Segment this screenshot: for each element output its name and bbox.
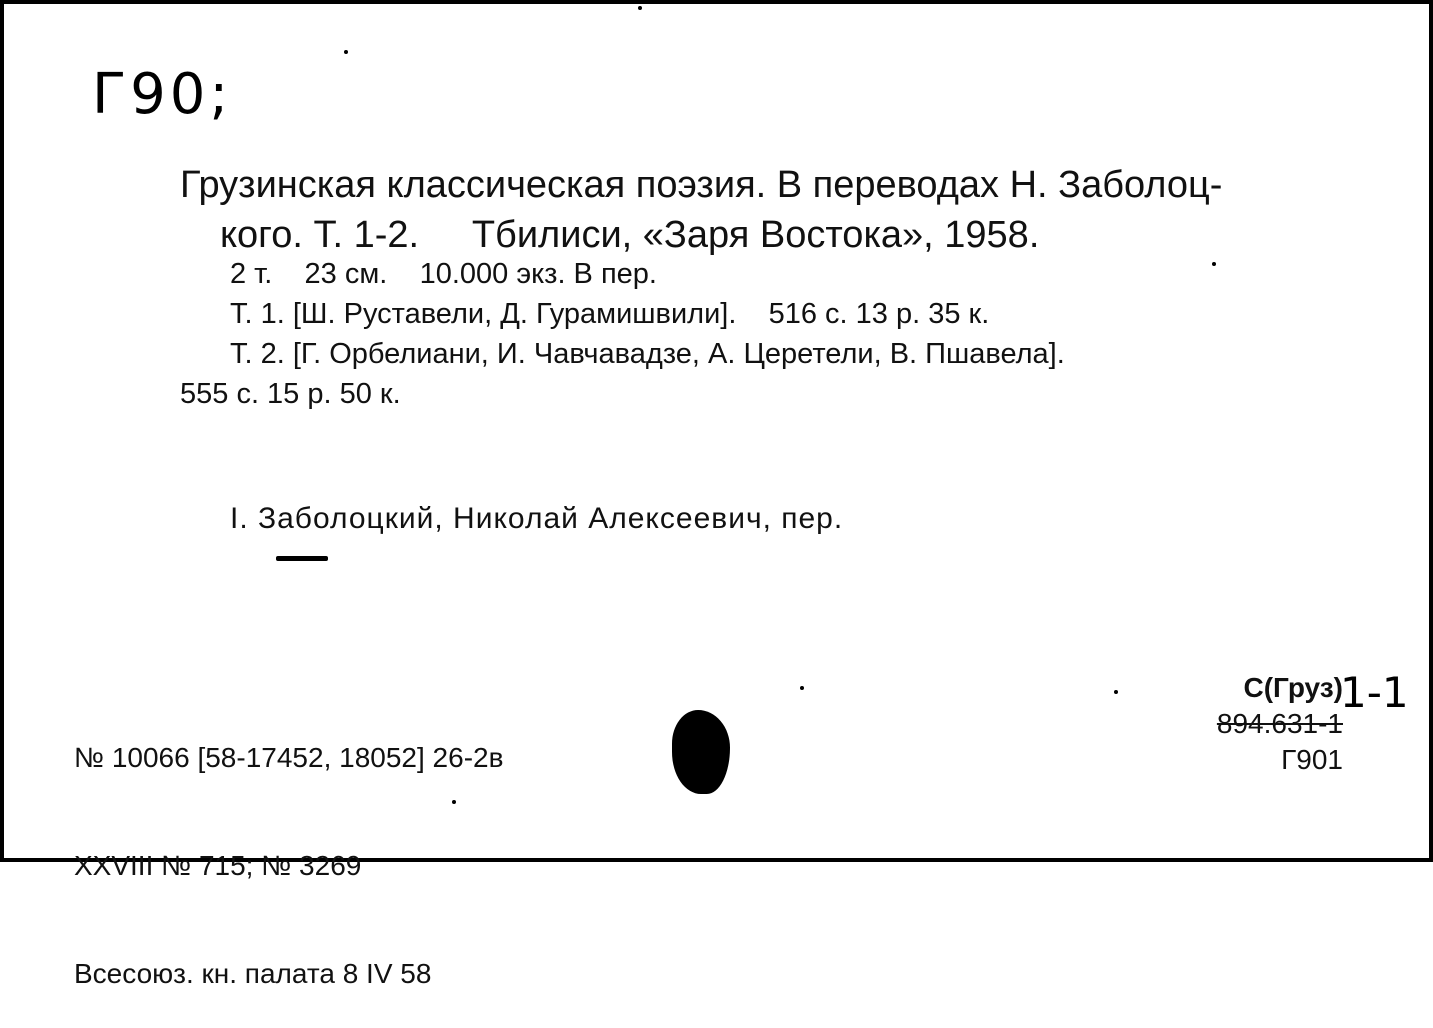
imprint-line-3: Всесоюз. кн. палата 8 IV 58	[74, 958, 432, 989]
speck	[1212, 262, 1216, 266]
description-line-1: 2 т. 23 см. 10.000 экз. В пер.	[230, 258, 657, 290]
handwritten-classmark: 1-1	[1340, 668, 1409, 717]
added-entry-tracing: I. Заболоцкий, Николай Алексеевич, пер.	[230, 502, 844, 535]
title-line-2: кого. Т. 1-2. Тбилиси, «Заря Востока», 1958.	[220, 214, 1040, 256]
description-line-4: 555 с. 15 р. 50 к.	[180, 378, 401, 410]
speck	[344, 50, 348, 54]
underline-mark	[276, 556, 328, 561]
card-title	[180, 160, 1360, 260]
title-line-1: Грузинская классическая поэзия. В переводах Н. Заболоц-	[180, 164, 1223, 206]
registration-imprint	[74, 668, 503, 1028]
classmark-line-3: Г901	[1281, 744, 1343, 775]
imprint-line-2: XXVIII № 715; № 3269	[74, 850, 362, 881]
speck	[452, 800, 456, 804]
handwritten-call-number: Г90;	[92, 62, 233, 127]
speck	[638, 6, 642, 10]
imprint-line-1: № 10066 [58-17452, 18052] 26-2в	[74, 742, 504, 773]
speck	[800, 686, 804, 690]
description-line-3: Т. 2. [Г. Орбелиани, И. Чавчавадзе, А. Церетели, В. Пшавела].	[230, 338, 1065, 370]
classmark-line-1: С(Груз)	[1243, 672, 1343, 703]
physical-description	[180, 254, 1360, 414]
speck	[1114, 690, 1118, 694]
classmark-line-2: 894.631-1	[1216, 708, 1343, 739]
description-line-2: Т. 1. [Ш. Руставели, Д. Гурамишвили]. 516 с. 13 р. 35 к.	[230, 298, 990, 330]
classification-marks	[1217, 670, 1343, 778]
ink-blot	[672, 710, 730, 794]
